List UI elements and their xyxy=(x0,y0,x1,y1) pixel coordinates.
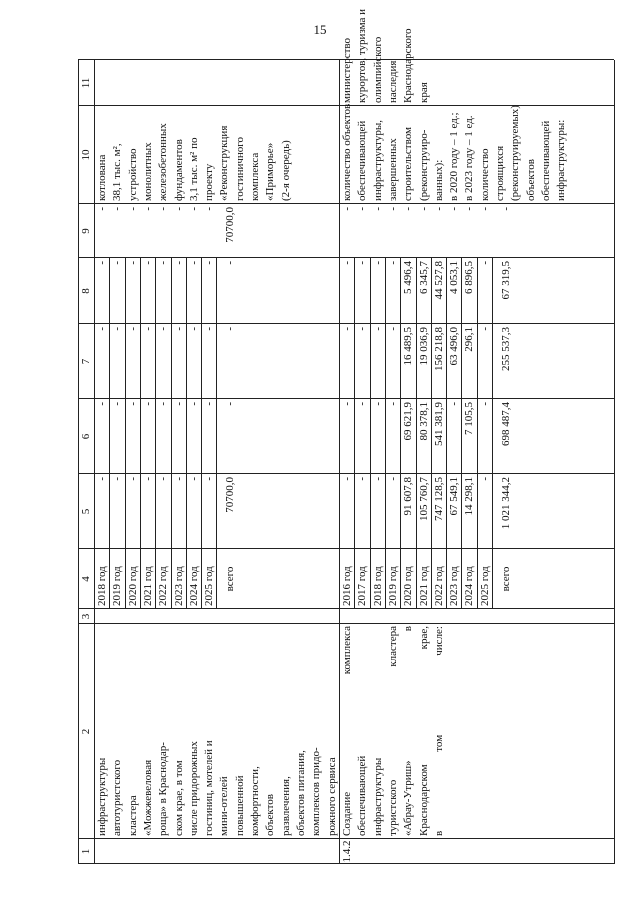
total-value: - xyxy=(500,207,512,211)
year-cell: 2020 год xyxy=(402,566,415,606)
value-cell: 14 298,1 xyxy=(463,477,476,516)
column-header: 7 xyxy=(80,358,92,365)
value-cell: - xyxy=(341,327,353,331)
indicator-line: в 2023 году – 1 ед. xyxy=(463,115,476,201)
activity-name-line: туристского кластера xyxy=(386,626,399,836)
column-header: 1 xyxy=(80,848,92,855)
column-header: 3 xyxy=(80,613,92,620)
year-cell: 2021 год xyxy=(417,566,430,606)
value-cell: - xyxy=(96,477,108,481)
value-cell: 7 105,5 xyxy=(463,402,476,435)
value-cell: - xyxy=(172,402,185,406)
value-cell: - xyxy=(157,327,170,331)
value-cell: - xyxy=(356,207,369,211)
column-header: 4 xyxy=(80,576,92,582)
value-cell: 91 607,8 xyxy=(402,477,415,516)
value-cell: - xyxy=(203,261,216,265)
value-cell: - xyxy=(172,207,185,211)
indicator-line: обеспечивающей xyxy=(356,120,369,201)
value-cell: - xyxy=(371,207,384,211)
executor-line: министерство xyxy=(341,37,353,103)
year-cell: 2024 год xyxy=(463,566,476,606)
year-cell: 2025 год xyxy=(478,566,491,606)
indicator-line: монолитных xyxy=(141,142,154,201)
value-cell: - xyxy=(172,477,185,481)
column-header: 11 xyxy=(80,77,92,89)
total-value: 70700,0 xyxy=(224,207,237,243)
value-cell: - xyxy=(356,477,369,481)
value-cell: - xyxy=(126,477,139,481)
value-cell: - xyxy=(172,327,185,331)
activity-name-line: инфраструктуры xyxy=(96,757,108,836)
rotated-table xyxy=(78,8,614,864)
value-cell: - xyxy=(203,327,216,331)
year-cell: 2022 год xyxy=(157,566,170,606)
indicator-line: «Реконструкция xyxy=(218,125,231,201)
indicator-line: комплекса xyxy=(249,152,261,201)
value-cell: 4 053,1 xyxy=(448,261,461,294)
column-header: 9 xyxy=(80,228,92,234)
page-number: 15 xyxy=(313,22,327,37)
indicator-line: 3,1 тыс. м² по xyxy=(187,137,200,201)
indicator-line: ванных): xyxy=(432,159,445,201)
year-cell: 2017 год xyxy=(356,566,369,606)
value-cell: - xyxy=(341,261,353,265)
value-cell: - xyxy=(96,327,108,331)
value-cell: 67 549,1 xyxy=(448,477,461,516)
value-cell: - xyxy=(203,402,216,406)
value-cell: 541 381,9 xyxy=(432,402,445,446)
indicator-line: железобетонных xyxy=(157,123,170,201)
value-cell: - xyxy=(371,402,384,406)
indicator-line: завершенных xyxy=(386,138,399,201)
table-rule xyxy=(492,258,493,609)
activity-name-line: кластера xyxy=(126,795,139,836)
value-cell: 19 036,9 xyxy=(417,327,430,366)
value-cell: - xyxy=(141,207,154,211)
value-cell: - xyxy=(371,327,384,331)
value-cell: - xyxy=(386,477,399,481)
table-rule xyxy=(216,258,217,609)
value-cell: - xyxy=(203,207,216,211)
value-cell: 296,1 xyxy=(463,327,476,352)
value-cell: - xyxy=(157,402,170,406)
value-cell: 69 621,9 xyxy=(402,402,415,441)
total-value: 70700,0 xyxy=(224,477,237,513)
value-cell: - xyxy=(111,402,124,406)
activity-name-line: гостиниц, мотелей и xyxy=(203,740,216,836)
indicator-line: в 2020 году – 1 ед.; xyxy=(448,112,461,201)
executor-line: наследия xyxy=(386,60,399,103)
value-cell: - xyxy=(341,402,353,406)
value-cell: - xyxy=(478,327,491,331)
activity-name-line: рожного сервиса xyxy=(325,757,338,836)
value-cell: - xyxy=(126,261,139,265)
activity-name-line: комплексов придо- xyxy=(310,747,323,836)
row-number: 1.4.2 xyxy=(341,840,353,863)
value-cell: - xyxy=(402,207,415,211)
indicator-line: инфраструктуры, xyxy=(371,120,384,201)
value-cell: - xyxy=(386,327,399,331)
indicator-line: количество объектов xyxy=(341,103,353,201)
year-cell: 2019 год xyxy=(111,566,124,606)
total-value: - xyxy=(224,261,237,265)
value-cell: - xyxy=(111,327,124,331)
value-cell: - xyxy=(203,477,216,481)
activity-name-line: Создание комплекса xyxy=(341,626,353,836)
year-cell: 2022 год xyxy=(432,566,445,606)
value-cell: - xyxy=(111,477,124,481)
indicator-line: обеспечивающей xyxy=(539,120,552,201)
indicator-line: проекту xyxy=(203,163,216,201)
indicator-line: строительством xyxy=(402,127,415,201)
value-cell: 44 527,8 xyxy=(432,261,445,300)
executor-line: Краснодарского xyxy=(402,28,415,103)
value-cell: 80 378,1 xyxy=(417,402,430,441)
activity-name-line: объектов xyxy=(264,794,277,836)
activity-name-line: «Можжевеловая xyxy=(141,759,154,836)
value-cell: - xyxy=(448,207,461,211)
year-cell: 2018 год xyxy=(371,566,384,606)
value-cell: - xyxy=(448,402,461,406)
total-value: 698 487,4 xyxy=(500,402,512,446)
indicator-line: инфраструктуры: xyxy=(555,119,568,201)
indicator-line: котлована xyxy=(96,154,108,201)
value-cell: - xyxy=(386,207,399,211)
column-header: 8 xyxy=(80,288,92,294)
value-cell: - xyxy=(463,207,476,211)
value-cell: - xyxy=(141,327,154,331)
table-rule xyxy=(614,60,615,864)
value-cell: - xyxy=(478,261,491,265)
indicator-line: (2-я очередь) xyxy=(279,140,292,201)
value-cell: - xyxy=(111,261,124,265)
year-cell: 2018 год xyxy=(96,566,108,606)
indicator-line: объектов xyxy=(524,159,537,201)
value-cell: - xyxy=(341,477,353,481)
indicator-line: (реконструируемых) xyxy=(509,105,522,201)
activity-name-line: автотуристского xyxy=(111,759,124,836)
year-cell: 2019 год xyxy=(386,566,399,606)
value-cell: - xyxy=(371,261,384,265)
column-header: 6 xyxy=(80,433,92,440)
value-cell: 156 218,8 xyxy=(432,327,445,371)
activity-name-line: в том числе: xyxy=(432,626,445,836)
value-cell: - xyxy=(478,402,491,406)
value-cell: - xyxy=(478,477,491,481)
value-cell: - xyxy=(341,207,353,211)
activity-name-line: инфраструктуры xyxy=(371,757,384,836)
activity-name-line: комфортности, xyxy=(249,766,261,836)
value-cell: - xyxy=(356,261,369,265)
indicator-line: гостиничного xyxy=(233,136,246,201)
value-cell: - xyxy=(386,261,399,265)
value-cell: - xyxy=(432,207,445,211)
year-cell: 2024 год xyxy=(187,566,200,606)
value-cell: 6 896,5 xyxy=(463,261,476,294)
value-cell: - xyxy=(126,327,139,331)
year-cell: 2020 год xyxy=(126,566,139,606)
activity-name-line: числе придорожных xyxy=(187,741,200,836)
value-cell: - xyxy=(356,327,369,331)
year-cell: 2021 год xyxy=(141,566,154,606)
activity-name-line: мини-отелей xyxy=(218,776,231,836)
column-header: 5 xyxy=(80,508,92,515)
activity-name-line: ском крае, в том xyxy=(172,760,185,836)
value-cell: - xyxy=(141,261,154,265)
indicator-line: количество xyxy=(478,148,491,201)
activity-name-line: Краснодарском крае, xyxy=(417,626,430,836)
value-cell: - xyxy=(356,402,369,406)
value-cell: 6 345,7 xyxy=(417,261,430,294)
total-value: 255 537,3 xyxy=(500,327,512,371)
activity-name-line: обеспечивающей xyxy=(356,755,369,836)
total-value: - xyxy=(224,327,237,331)
value-cell: - xyxy=(126,207,139,211)
value-cell: 63 496,0 xyxy=(448,327,461,366)
indicator-line: (реконструиро- xyxy=(417,129,430,201)
value-cell: - xyxy=(417,207,430,211)
value-cell: 747 128,5 xyxy=(432,477,445,521)
activity-name-line: объектов питания, xyxy=(294,750,307,836)
indicator-line: «Приморье» xyxy=(264,142,277,201)
value-cell: - xyxy=(187,402,200,406)
column-header: 10 xyxy=(80,149,92,161)
value-cell: - xyxy=(157,477,170,481)
year-cell: 2016 год xyxy=(341,566,353,606)
value-cell: - xyxy=(187,261,200,265)
value-cell: - xyxy=(187,327,200,331)
executor-line: края xyxy=(417,82,430,103)
activity-name-line: развлечения, xyxy=(279,776,292,836)
indicator-line: строящихся xyxy=(494,145,506,201)
indicator-line: устройство xyxy=(126,148,139,201)
value-cell: - xyxy=(126,402,139,406)
value-cell: - xyxy=(96,207,108,211)
value-cell: - xyxy=(187,477,200,481)
activity-name-line: повышенной xyxy=(233,775,246,836)
table-rule xyxy=(78,60,79,864)
value-cell: 16 489,5 xyxy=(402,327,415,366)
total-value: 67 319,5 xyxy=(500,261,512,300)
value-cell: - xyxy=(96,402,108,406)
value-cell: - xyxy=(157,207,170,211)
value-cell: - xyxy=(141,477,154,481)
activity-name-line: роща» в Краснодар- xyxy=(157,742,170,836)
value-cell: - xyxy=(478,207,491,211)
executor-line: олимпийского xyxy=(371,36,384,103)
indicator-line: 38,1 тыс. м², xyxy=(111,143,124,201)
value-cell: 105 760,7 xyxy=(417,477,430,521)
value-cell: - xyxy=(141,402,154,406)
value-cell: - xyxy=(172,261,185,265)
year-cell: 2023 год xyxy=(448,566,461,606)
value-cell: - xyxy=(111,207,124,211)
total-value: - xyxy=(224,402,237,406)
value-cell: - xyxy=(371,477,384,481)
activity-name-line: «Абрау-Утриш» в xyxy=(402,626,415,836)
value-cell: 5 496,4 xyxy=(402,261,415,294)
value-cell: - xyxy=(96,261,108,265)
value-cell: - xyxy=(187,207,200,211)
value-cell: - xyxy=(386,402,399,406)
column-header: 2 xyxy=(80,728,92,735)
total-value: 1 021 344,2 xyxy=(500,477,512,530)
year-cell: 2025 год xyxy=(203,566,216,606)
total-label: всего xyxy=(500,566,512,592)
indicator-line: фундаментов xyxy=(172,139,185,201)
year-cell: 2023 год xyxy=(172,566,185,606)
executor-line: курортов, туризма и xyxy=(356,8,369,103)
value-cell: - xyxy=(157,261,170,265)
total-label: всего xyxy=(224,566,237,592)
